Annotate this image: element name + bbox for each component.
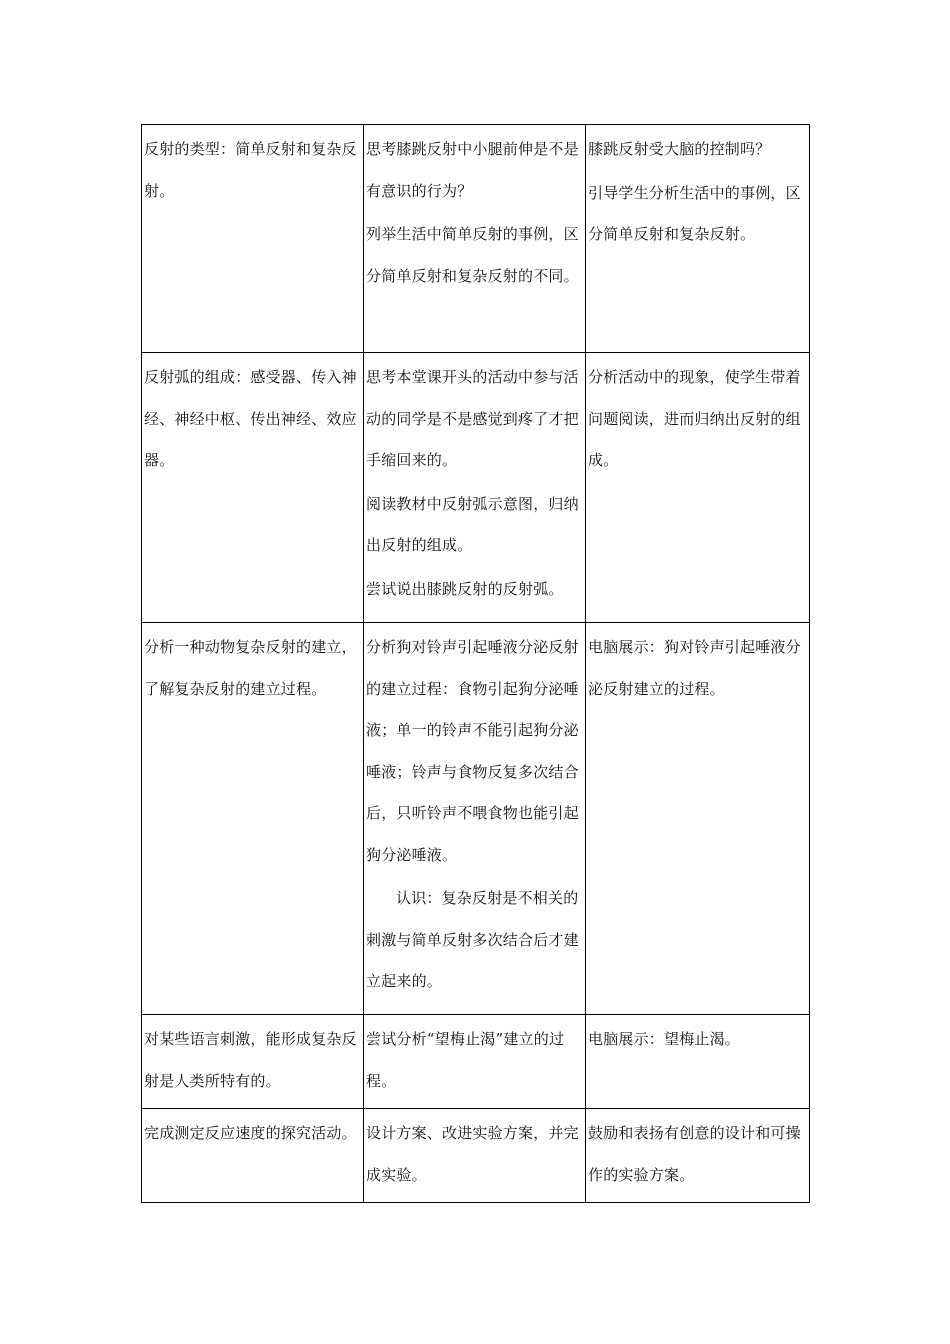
cell-text: 反射弧的组成：感受器、传入神经、神经中枢、传出神经、效应器。 [144,368,357,469]
cell-text: 尝试说出膝跳反射的反射弧。 [366,579,564,598]
student-activity-cell [364,1109,586,1203]
table-row [142,353,810,623]
cell-text: 思考膝跳反射中小腿前伸是不是有意识的行为？ [366,140,579,200]
content-cell [142,125,364,353]
content-cell [142,1015,364,1109]
cell-text: 分析活动中的现象，使学生带着问题阅读，进而归纳出反射的组成。 [588,368,801,469]
teacher-activity-cell [586,1109,810,1203]
cell-text: 认识：复杂反射是不相关的刺激与简单反射多次结合后才建立起来的。 [366,889,579,990]
cell-text: 完成测定反应速度的探究活动。 [144,1124,357,1142]
teacher-activity-cell [586,125,810,353]
cell-text: 分析狗对铃声引起唾液分泌反射的建立过程：食物引起狗分泌唾液；单一的铃声不能引起狗分泌唾液；铃声与食物反复多次结合后，只听铃声不喂食物也能引起狗分泌唾液。 [366,638,579,864]
student-activity-cell [364,125,586,353]
student-activity-cell [364,623,586,1015]
cell-text: 尝试分析“望梅止渴”建立的过程。 [366,1030,565,1090]
cell-text: 鼓励和表扬有创意的设计和可操作的实验方案。 [588,1124,801,1184]
cell-text: 阅读教材中反射弧示意图，归纳出反射的组成。 [366,494,579,554]
cell-text: 设计方案、改进实验方案，并完成实验。 [366,1124,579,1184]
table-row [142,1109,810,1203]
content-cell [142,623,364,1015]
teacher-activity-cell [586,623,810,1015]
cell-text: 列举生活中简单反射的事例，区分简单反射和复杂反射的不同。 [366,225,579,285]
cell-text: 分析一种动物复杂反射的建立，了解复杂反射的建立过程。 [144,638,357,698]
teacher-activity-cell [586,1015,810,1109]
table-row [142,623,810,1015]
teacher-activity-cell [586,353,810,623]
student-activity-cell [364,353,586,623]
cell-text: 引导学生分析生活中的事例，区分简单反射和复杂反射。 [588,183,801,243]
cell-text: 反射的类型：简单反射和复杂反射。 [144,140,357,200]
table-row [142,125,810,353]
lesson-plan-table [141,124,810,1203]
table-row [142,1015,810,1109]
cell-text: 电脑展示：狗对铃声引起唾液分泌反射建立的过程。 [588,638,801,698]
cell-text: 电脑展示：望梅止渴。 [588,1030,741,1048]
cell-text: 膝跳反射受大脑的控制吗？ [588,140,771,158]
content-cell [142,353,364,623]
cell-text: 思考本堂课开头的活动中参与活动的同学是不是感觉到疼了才把手缩回来的。 [366,368,579,469]
student-activity-cell [364,1015,586,1109]
cell-text: 对某些语言刺激，能形成复杂反射是人类所特有的。 [144,1030,357,1090]
content-cell [142,1109,364,1203]
